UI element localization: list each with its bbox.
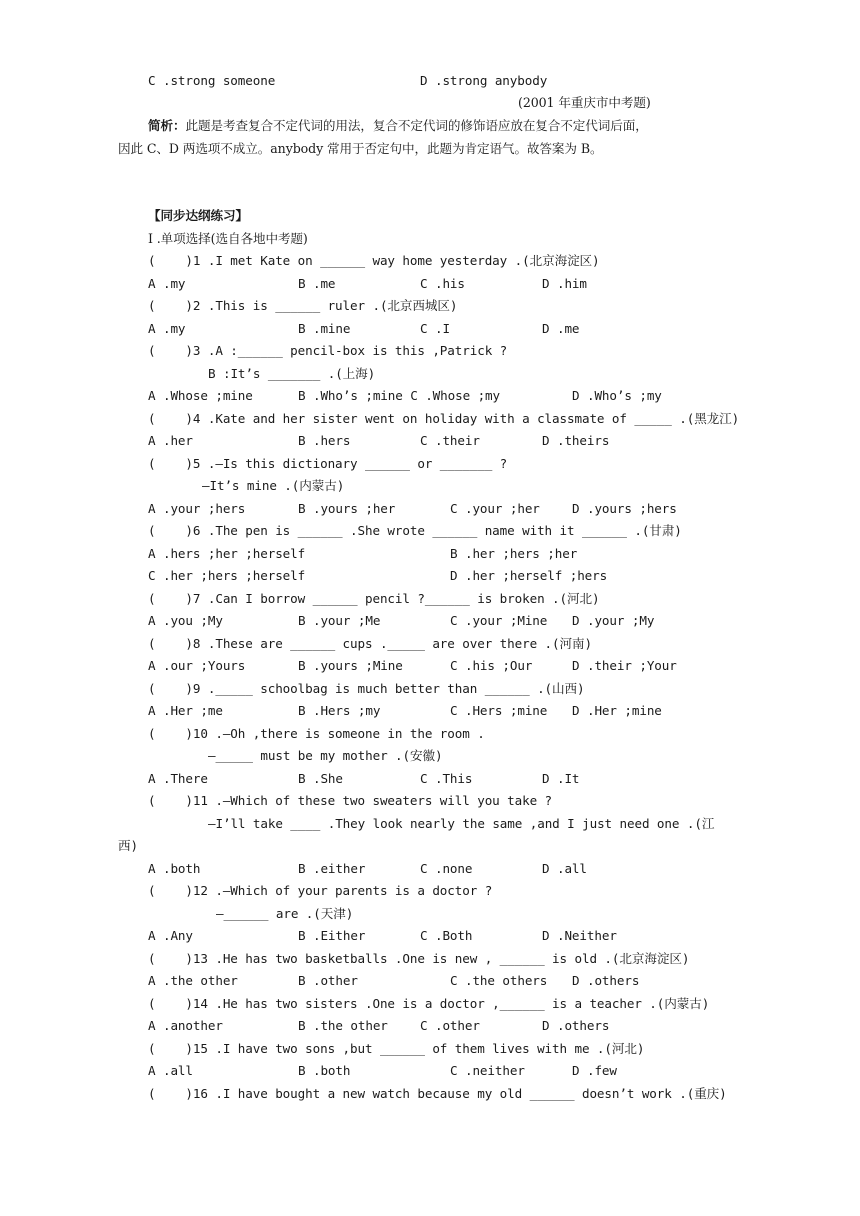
question-line: ( )16 .I have bought a new watch because my old ______ doesn’t work .(重庆): [148, 1085, 727, 1101]
option-c: C .his: [420, 275, 465, 291]
option-a: A .both: [148, 860, 201, 876]
option-d: D .Who’s ;my: [572, 388, 662, 403]
option-a: A .Any: [148, 928, 193, 943]
option-b: B .yours ;Mine: [298, 658, 403, 673]
question-line: ( )4 .Kate and her sister went on holiday with a classmate of _____ .(黑龙江): [148, 410, 740, 426]
option-b: B .your ;Me: [298, 613, 381, 628]
intro-source: (2001 年重庆市中考题): [518, 95, 651, 110]
option-c: C .your ;her: [450, 500, 540, 516]
option-d: D .Neither: [542, 928, 617, 943]
option-a: A .our ;Yours: [148, 658, 246, 673]
question-line: ( )3 .A :______ pencil-box is this ,Patrick ?: [148, 343, 508, 358]
option-d: D .others: [572, 973, 640, 988]
option-a: A .my: [148, 275, 186, 291]
intro-option-d: D .strong anybody: [420, 73, 548, 88]
section-title: 【同步达纲练习】: [148, 208, 248, 223]
option-b: B .me: [298, 275, 336, 291]
option-d: D .few: [572, 1063, 617, 1078]
question-line: 西): [118, 838, 138, 853]
option-c: B .her ;hers ;her: [450, 545, 578, 561]
option-c: D .her ;herself ;hers: [450, 568, 608, 583]
option-b: B .other: [298, 973, 358, 988]
option-c: C .neither: [450, 1063, 525, 1078]
option-a: A .Her ;me: [148, 703, 223, 718]
option-d: D .yours ;hers: [572, 500, 677, 516]
option-b: B .yours ;her: [298, 500, 396, 516]
option-d: D .theirs: [542, 433, 610, 448]
option-b: B .both: [298, 1063, 351, 1078]
option-a: A .your ;hers: [148, 500, 246, 516]
question-line: —I’ll take ____ .They look nearly the same ,and I just need one .(江: [208, 815, 715, 831]
option-d: D .me: [542, 320, 580, 336]
question-line: ( )1 .I met Kate on ______ way home yesterday .(北京海淀区): [148, 253, 600, 268]
option-a: C .her ;hers ;herself: [148, 568, 306, 583]
option-c: C .their: [420, 433, 480, 448]
question-line: ( )14 .He has two sisters .One is a doctor ,______ is a teacher .(内蒙古): [148, 995, 710, 1011]
option-b: B .the other: [298, 1018, 388, 1033]
option-b: B .She: [298, 770, 343, 786]
option-c: C .your ;Mine: [450, 613, 548, 628]
question-line: —______ are .(天津): [216, 905, 354, 921]
question-line: ( )11 .—Which of these two sweaters will you take ?: [148, 793, 553, 808]
question-line: —_____ must be my mother .(安徽): [208, 748, 443, 763]
question-line: ( )12 .—Which of your parents is a doctor ?: [148, 883, 493, 898]
option-b: B .Hers ;my: [298, 703, 381, 718]
question-line: ( )13 .He has two basketballs .One is new , ______ is old .(北京海淀区): [148, 950, 690, 966]
question-line: B :It’s _______ .(上海): [208, 365, 376, 381]
option-d: D .him: [542, 275, 587, 291]
option-b: B .mine: [298, 320, 351, 336]
question-line: ( )6 .The pen is ______ .She wrote ______ name with it ______ .(甘肃): [148, 523, 682, 538]
option-d: D .your ;My: [572, 613, 655, 628]
option-d: D .all: [542, 860, 587, 876]
option-b: B .either: [298, 860, 366, 876]
question-line: ( )7 .Can I borrow ______ pencil ?______ is broken .(河北): [148, 590, 600, 606]
option-c: C .Hers ;mine: [450, 703, 548, 718]
question-line: ( )15 .I have two sons ,but ______ of them lives with me .(河北): [148, 1040, 645, 1056]
option-c: C .Both: [420, 928, 473, 943]
option-a: A .Whose ;mine: [148, 388, 253, 403]
analysis-text-1: 此题是考查复合不定代词的用法，复合不定代词的修饰语应放在复合不定代词后面，: [185, 118, 648, 133]
option-a: A .the other: [148, 973, 238, 988]
option-a: A .her: [148, 433, 193, 448]
option-a: A .my: [148, 320, 186, 336]
question-line: ( )5 .—Is this dictionary ______ or _______ ?: [148, 455, 508, 471]
option-d: D .others: [542, 1018, 610, 1033]
option-d: D .It: [542, 770, 580, 786]
analysis-label: 简析：: [148, 118, 186, 133]
question-line: —It’s mine .(内蒙古): [202, 478, 345, 493]
option-a: A .you ;My: [148, 613, 223, 628]
option-d: D .their ;Your: [572, 658, 677, 673]
option-d: D .Her ;mine: [572, 703, 662, 718]
option-a: A .hers ;her ;herself: [148, 545, 306, 561]
question-line: ( )2 .This is ______ ruler .(北京西城区): [148, 298, 458, 313]
option-b: B .Either: [298, 928, 366, 943]
analysis-line-1: [148, 118, 648, 134]
option-c: C .This: [420, 770, 473, 786]
option-a: A .another: [148, 1018, 223, 1033]
intro-option-c: C .strong someone: [148, 73, 276, 88]
option-a: A .There: [148, 770, 208, 786]
analysis-line-2: 因此 C、D 两选项不成立。anybody 常用于否定句中，此题为肯定语气。故答案为 B。: [118, 141, 603, 156]
question-line: ( )8 .These are ______ cups ._____ are over there .(河南): [148, 635, 592, 651]
question-line: ( )9 ._____ schoolbag is much better than ______ .(山西): [148, 680, 585, 696]
option-c: C .other: [420, 1018, 480, 1033]
option-a: A .all: [148, 1063, 193, 1078]
option-b: B .hers: [298, 433, 351, 448]
question-line: ( )10 .—Oh ,there is someone in the room .: [148, 725, 485, 741]
option-c: C .I: [420, 320, 450, 336]
section-subtitle: Ⅰ .单项选择(选自各地中考题): [148, 231, 308, 246]
option-b: B .Who’s ;mine C .Whose ;my: [298, 388, 501, 403]
option-c: C .the others: [450, 973, 548, 988]
option-c: C .none: [420, 860, 473, 876]
option-c: C .his ;Our: [450, 658, 533, 673]
